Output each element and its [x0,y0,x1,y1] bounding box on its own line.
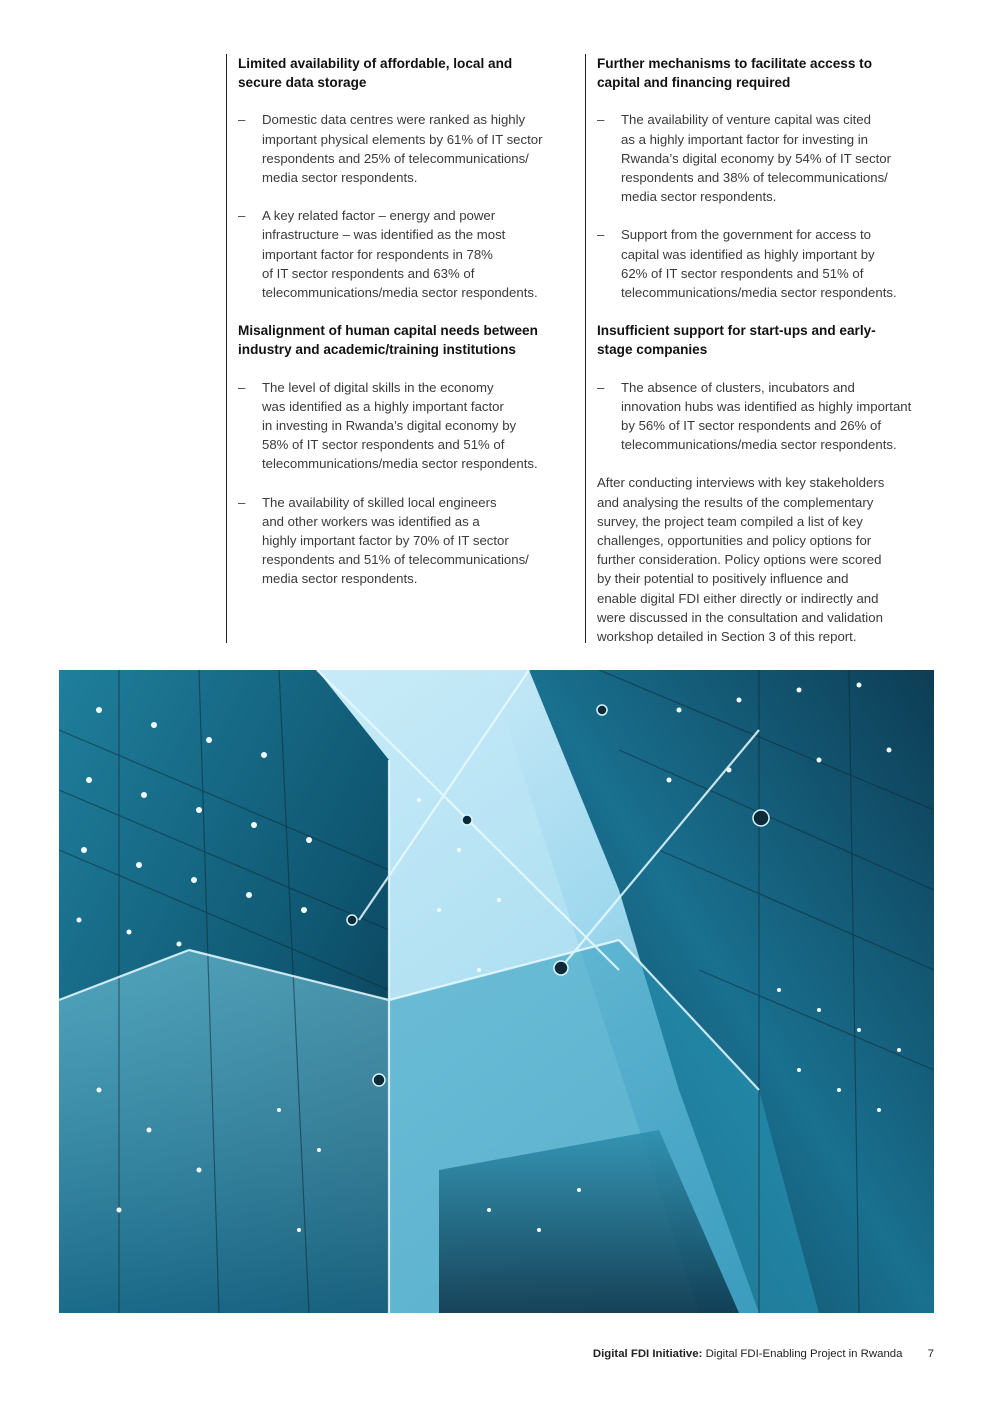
bullet-list [238,378,576,589]
glass-facade-illustration [59,670,934,1313]
footer-title: Digital FDI-Enabling Project in Rwanda [705,1348,903,1360]
section-capital-financing [597,54,937,302]
dash-marker: – [597,379,605,395]
right-column [585,54,937,643]
closing-paragraph: After conducting interviews with key stakeholders and analysing the results of the complementary survey, the project team compiled a list of key challenges, opportunities and policy options for further consideration. Policy options were scored by their potential to positively influence and enable digital FDI either directly or indirectly and were discussed in the consultation and validation workshop detailed in Section 3 of this report. [597,475,885,645]
section-heading: Further mechanisms to facilitate access to capital and financing required [597,56,872,91]
footer-brand: Digital FDI Initiative: [592,1348,703,1360]
section-startup-support [597,321,937,454]
page-number: 7 [927,1348,934,1360]
dash-marker: – [597,112,605,128]
dash-marker: – [238,112,246,128]
bullet-item: – The absence of clusters, incubators and innovation hubs was identified as highly important by 56% of IT sector respondents and 26% of telecommunications/media sector respondents. [597,379,912,453]
section-data-storage [238,54,576,302]
bullet-item: – A key related factor – energy and power infrastructure – was identified as the most important factor for respondents in 78% of IT sector respondents and 63% of telecommunications/media sector respondents. [238,208,538,301]
page-footer [593,1346,934,1362]
bullet-item: – Domestic data centres were ranked as highly important physical elements by 61% of IT sector respondents and 25% of telecommunications/ media sector respondents. [238,112,543,186]
dash-marker: – [238,379,246,395]
bullet-item: – The level of digital skills in the economy was identified as a highly important factor in investing in Rwanda’s digital economy by 58% of IT sector respondents and 51% of telecommunications/media sector respondents. [238,379,538,472]
bullet-item: – The availability of skilled local engineers and other workers was identified as a highly important factor by 70% of IT sector respondents and 51% of telecommunications/ media sector respondents. [238,494,529,587]
section-human-capital [238,321,576,588]
bullet-item: – Support from the government for access to capital was identified as highly important by 62% of IT sector respondents and 51% of telecommunications/media sector respondents. [597,227,897,301]
dash-marker: – [238,208,246,224]
dash-marker: – [597,227,605,243]
glass-building-photo [59,670,934,1313]
section-heading: Insufficient support for start-ups and early- stage companies [597,323,876,358]
section-heading: Limited availability of affordable, local and secure data storage [238,56,513,91]
glass-cube-left [59,950,389,1313]
bullet-list [238,110,576,302]
bullet-item: – The availability of venture capital was cited as a highly important factor for investing in Rwanda’s digital economy by 54% of IT sector respondents and 38% of telecommunications/ media sector respondents. [597,112,891,205]
bullet-list [597,378,937,455]
left-column [226,54,576,643]
bullet-list [597,110,937,302]
dash-marker: – [238,494,246,510]
section-heading: Misalignment of human capital needs between industry and academic/training institutions [238,323,538,358]
